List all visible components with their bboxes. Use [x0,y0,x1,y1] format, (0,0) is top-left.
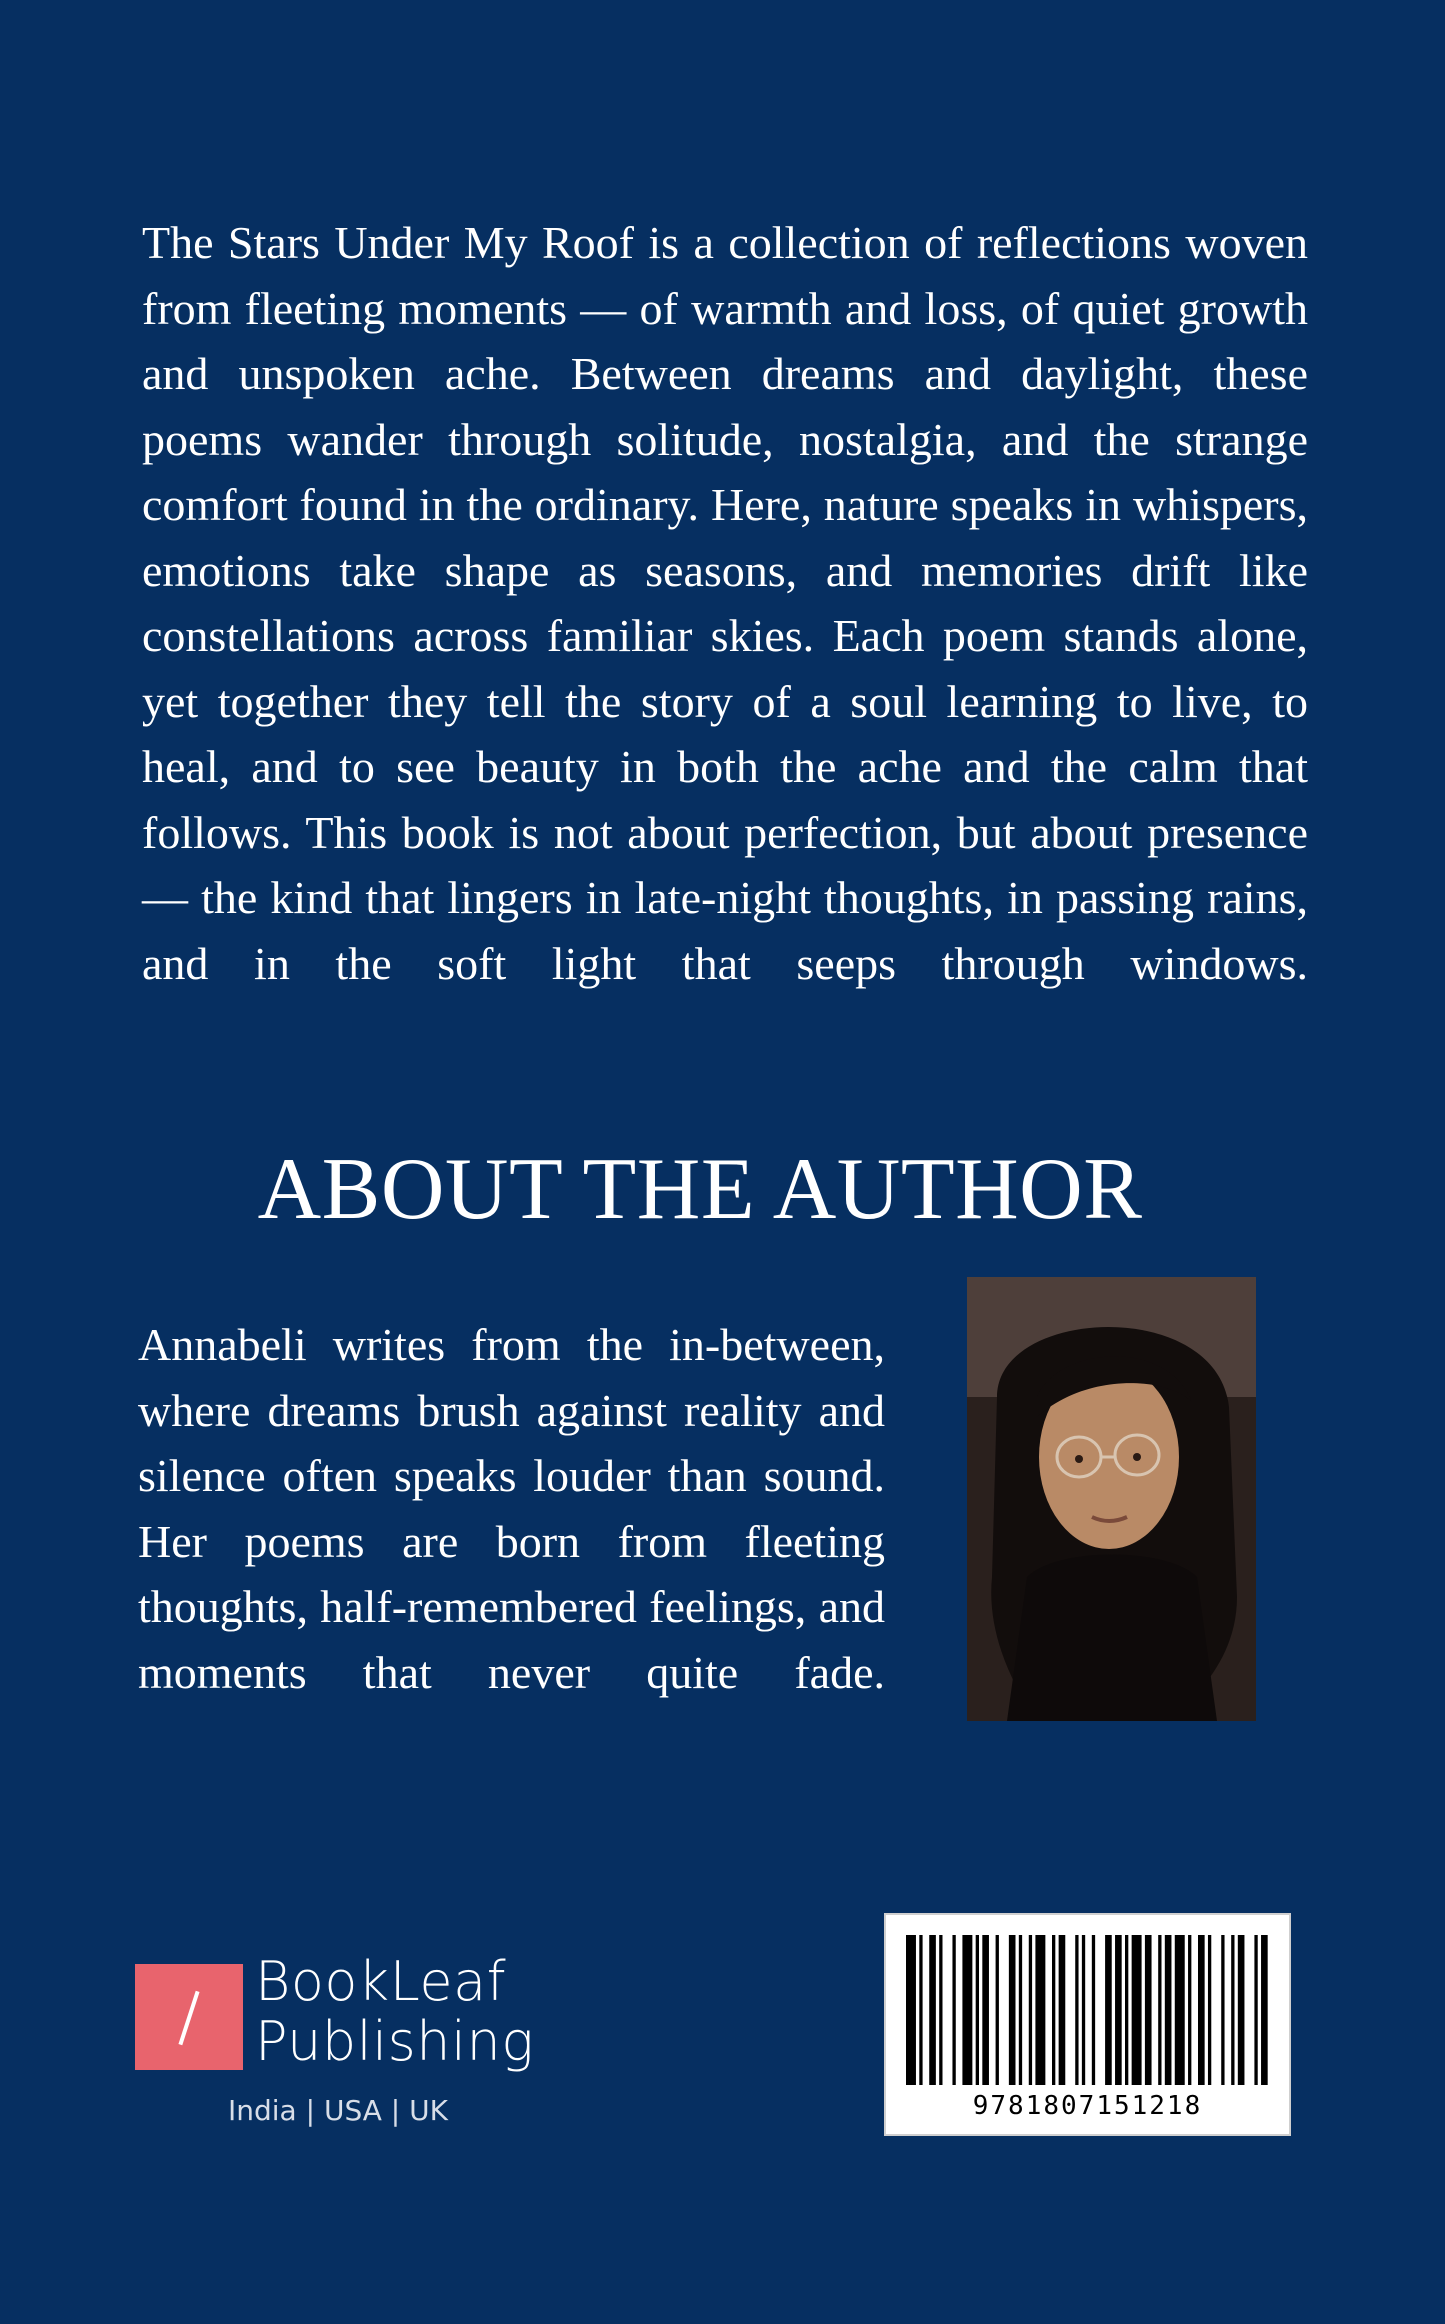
barcode-bar [1132,1935,1142,2085]
publisher-logo-mark [135,1964,243,2070]
publisher-name-line2: Publishing [255,2010,535,2073]
barcode-bar [1208,1935,1211,2085]
barcode-bar [1261,1935,1268,2085]
barcode-bar [1238,1935,1245,2085]
barcode-bar [1158,1935,1161,2085]
barcode-bar [1029,1935,1032,2085]
barcode-bar [1092,1935,1095,2085]
barcode-bar [962,1935,972,2085]
barcode-bar [1052,1935,1055,2085]
publisher-logo [135,1950,575,2132]
barcode-bar [906,1935,916,2085]
barcode-bar [1035,1935,1045,2085]
isbn-barcode [884,1913,1291,2136]
barcode-bar [996,1935,999,2085]
barcode-bar [1221,1935,1224,2085]
barcode-bar [1115,1935,1122,2085]
barcode-bar [1009,1935,1016,2085]
barcode-bar [1175,1935,1185,2085]
barcode-bar [1082,1935,1085,2085]
barcode-bar [1019,1935,1022,2085]
book-blurb: The Stars Under My Roof is a collection of reflections woven from fleeting moments — of warmth and loss, of quiet growth and unspoken ache. Between dreams and daylight, these poems wander through solitude, nostalgia, and the strange comfort found in the ordinary. Here, nature speaks in whispers, emotions take shape as seasons, and memories drift like constellations across familiar skies. Each poem stands alone, yet together they tell the story of a soul learning to live, to heal, and to see beauty in both the ache and the calm that follows. This book is not about perfection, but about presence — the kind that lingers in late-night thoughts, in passing rains, and in the soft light that seeps through windows. [142,217,1308,989]
barcode-bar [1165,1935,1172,2085]
barcode-bar [1059,1935,1066,2085]
barcode-bar [1075,1935,1078,2085]
barcode-bar [1254,1935,1257,2085]
barcode-bar [1125,1935,1128,2085]
barcode-bar [1145,1935,1152,2085]
barcode-bars [906,1935,1271,2085]
publisher-name-line1: BookLeaf [255,1950,507,2013]
barcode-bar [1188,1935,1191,2085]
publisher-regions: India | USA | UK [228,2094,448,2127]
about-author-heading: ABOUT THE AUTHOR [257,1141,1143,1238]
barcode-bar [1198,1935,1205,2085]
barcode-bar [1231,1935,1234,2085]
barcode-bar [1105,1935,1112,2085]
author-photo [967,1277,1256,1721]
barcode-bar [982,1935,989,2085]
barcode-bar [939,1935,942,2085]
barcode-bar [952,1935,955,2085]
barcode-bar [976,1935,979,2085]
barcode-bar [929,1935,936,2085]
publisher-name [255,1952,534,2072]
barcode-bar [919,1935,922,2085]
isbn-number: 9781807151218 [972,2091,1203,2121]
slash-icon [178,1991,199,2045]
author-bio: Annabeli writes from the in-between, where dreams brush against reality and silence often speaks louder than sound. Her poems are born from fleeting thoughts, half-remembered feelings, and moments that never quite fade. [138,1319,885,1698]
